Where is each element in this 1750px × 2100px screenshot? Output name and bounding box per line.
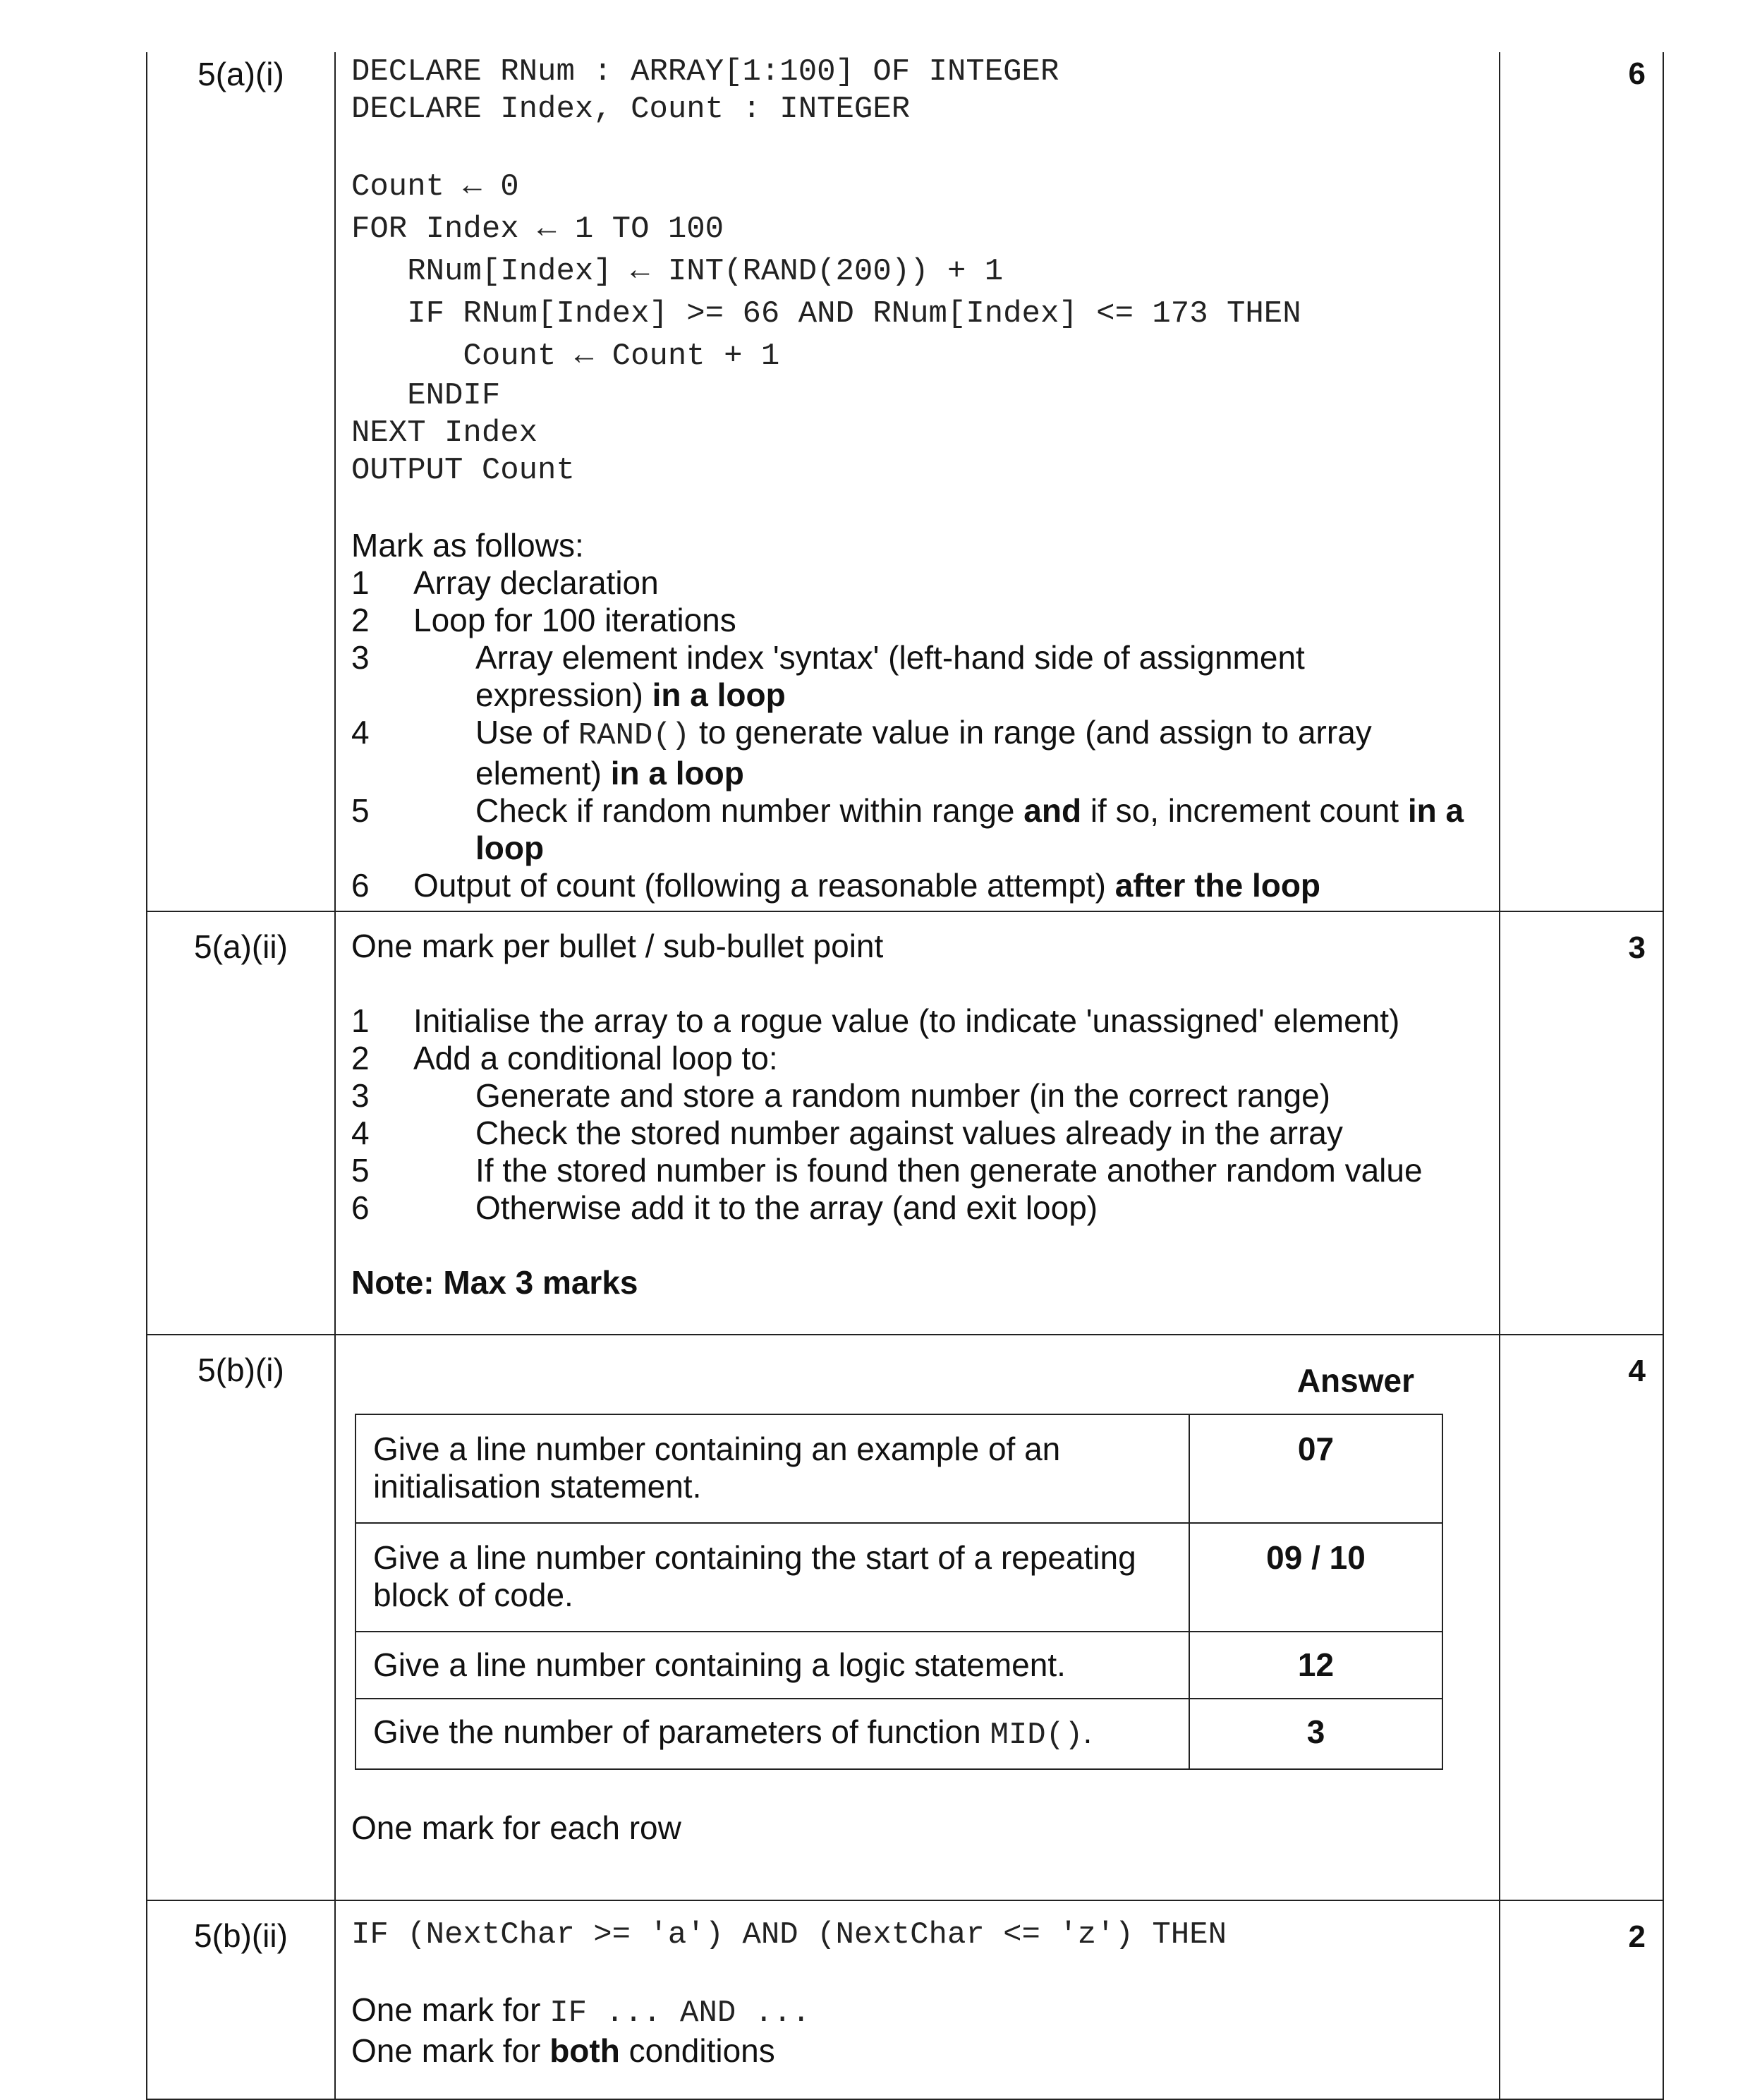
code-line: FOR Index ← 1 TO 100 <box>351 212 724 247</box>
answer-column-header: Answer <box>1296 1362 1414 1399</box>
mark-points-list <box>351 1002 1479 1227</box>
list-item: 1 Array declaration <box>351 564 659 601</box>
mark-points-list <box>351 564 1479 904</box>
footer-note: One mark for each row <box>351 1809 681 1846</box>
answer-cell <box>335 911 1500 1335</box>
question-number: 5(b)(i) <box>147 1335 335 1900</box>
mark-intro: Mark as follows: <box>351 527 584 564</box>
code-line: DECLARE RNum : ARRAY[1:100] OF INTEGER <box>351 54 1059 90</box>
list-item: 2 Loop for 100 iterations <box>351 602 736 638</box>
list-item: 1 Initialise the array to a rogue value (to indicate 'unassigned' element) <box>351 1002 1400 1039</box>
mark-scheme-row-5bii <box>147 1900 1663 2099</box>
table-row: Give a line number containing an example of an initialisation statement. 07 <box>356 1414 1442 1523</box>
question-number: 5(b)(ii) <box>147 1900 335 2099</box>
answer-cell <box>335 52 1500 911</box>
list-item: 4 Check the stored number against values already in the array <box>351 1115 1343 1151</box>
table-row: Give a line number containing the start of a repeating block of code. 09 / 10 <box>356 1523 1442 1632</box>
table-row: Give the number of parameters of function MID(). 3 <box>356 1699 1442 1769</box>
list-item: 3 Generate and store a random number (in the correct range) <box>351 1077 1330 1114</box>
note: Note: Max 3 marks <box>351 1264 638 1301</box>
mark-scheme-row-5ai <box>147 52 1663 911</box>
marks-value: 6 <box>1500 52 1663 911</box>
code-line: OUTPUT Count <box>351 453 575 488</box>
line-number-table <box>355 1414 1443 1770</box>
code-line: ENDIF <box>351 378 501 413</box>
code-line: DECLARE Index, Count : INTEGER <box>351 92 911 127</box>
code-line: Count ← Count + 1 <box>351 339 780 374</box>
marks-value: 3 <box>1500 911 1663 1335</box>
mark-scheme-row-5bi <box>147 1335 1663 1900</box>
list-item: 5 Check if random number within range and if so, increment count in a loop <box>351 792 1464 866</box>
code-line: NEXT Index <box>351 415 538 451</box>
list-item: 2 Add a conditional loop to: <box>351 1040 778 1076</box>
question-number: 5(a)(ii) <box>147 911 335 1335</box>
code-line: RNum[Index] ← INT(RAND(200)) + 1 <box>351 254 1004 289</box>
mark-scheme-table <box>146 52 1664 2100</box>
answer-cell <box>335 1900 1500 2099</box>
code-line: IF RNum[Index] >= 66 AND RNum[Index] <= 173 THEN <box>351 296 1301 332</box>
code-line: Count ← 0 <box>351 169 519 205</box>
list-item: 6 Output of count (following a reasonable attempt) after the loop <box>351 867 1321 904</box>
table-row: Give a line number containing a logic statement. 12 <box>356 1632 1442 1699</box>
mark-line: One mark for IF ... AND ... <box>351 1991 810 2031</box>
pseudocode-block <box>351 52 1479 490</box>
list-item: 4 Use of RAND() to generate value in range (and assign to array element) in a loop <box>351 714 1372 791</box>
list-item: 3 Array element index 'syntax' (left-hand side of assignment expression) in a loop <box>351 639 1305 713</box>
marks-value: 2 <box>1500 1900 1663 2099</box>
mark-line: One mark for both conditions <box>351 2032 775 2069</box>
mark-scheme-row-5aii <box>147 911 1663 1335</box>
list-item: 5 If the stored number is found then generate another random value <box>351 1152 1423 1189</box>
answer-cell <box>335 1335 1500 1900</box>
code-line: IF (NextChar >= 'a') AND (NextChar <= 'z') THEN <box>351 1917 1227 1953</box>
code-line <box>351 128 1479 166</box>
list-item: 6 Otherwise add it to the array (and exit loop) <box>351 1189 1098 1226</box>
marks-value: 4 <box>1500 1335 1663 1900</box>
question-number: 5(a)(i) <box>147 52 335 911</box>
mark-intro: One mark per bullet / sub-bullet point <box>351 928 884 964</box>
